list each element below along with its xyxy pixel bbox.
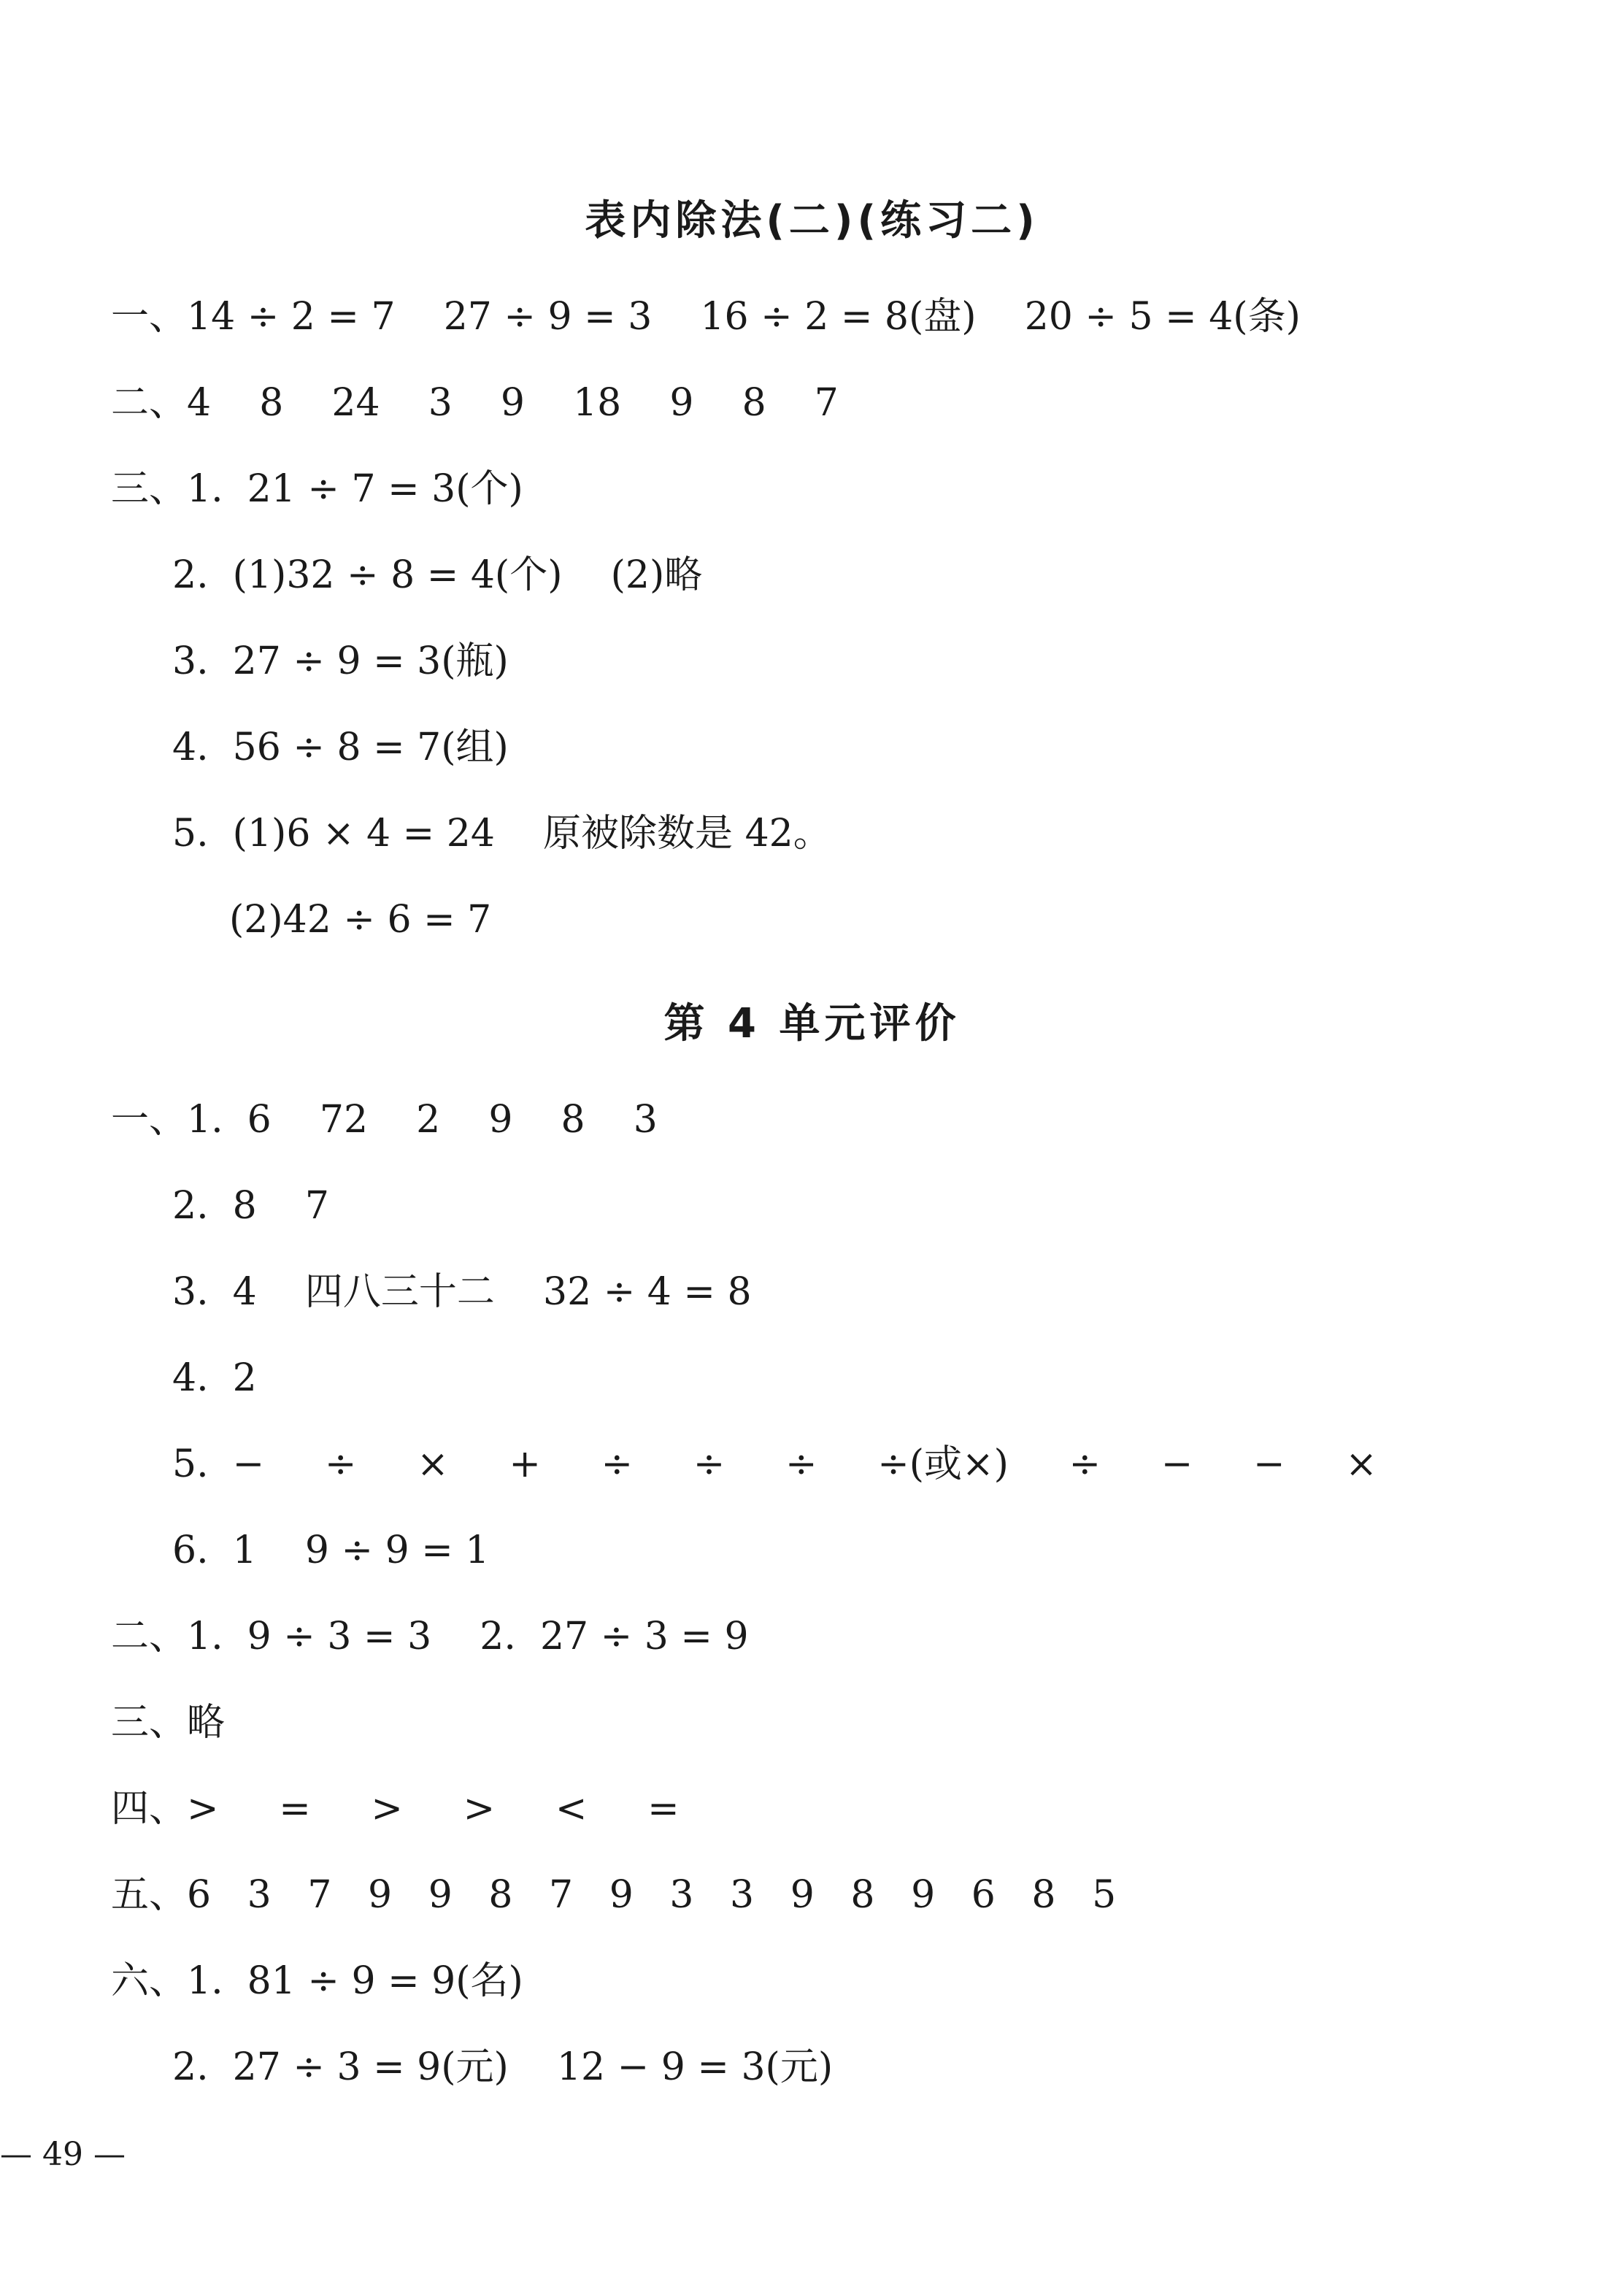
answer-line: 二、1. 9 ÷ 3 = 3 2. 27 ÷ 3 = 9 [111,1615,749,1658]
answer-line: 六、1. 81 ÷ 9 = 9(名) [111,1959,523,2003]
answer-line: 3. 4 四八三十二 32 ÷ 4 = 8 [172,1270,752,1314]
answer-line: (2)42 ÷ 6 = 7 [229,898,492,942]
answer-line: 4. 56 ÷ 8 = 7(组) [172,726,509,769]
answer-line: 5. (1)6 × 4 = 24 原被除数是 42。 [172,812,831,856]
section-title-unit-review: 第 4 单元评价 [663,1000,961,1047]
answer-line: 五、6 3 7 9 9 8 7 9 3 3 9 8 9 6 8 5 [111,1873,1117,1917]
answer-line: 5. − ÷ × + ÷ ÷ ÷ ÷(或×) ÷ − − × [172,1442,1377,1486]
answer-line: 一、14 ÷ 2 = 7 27 ÷ 9 = 3 16 ÷ 2 = 8(盘) 20 ÷ 5 = 4(条) [111,295,1301,339]
answer-line: 4. 2 [172,1356,257,1400]
answer-line: 三、略 [111,1701,226,1745]
answer-line: 四、> = > > < = [111,1787,680,1831]
answer-line: 2. (1)32 ÷ 8 = 4(个) (2)略 [172,553,703,597]
answer-line: 2. 8 7 [172,1184,329,1228]
section-title-practice: 表内除法(二)(练习二) [585,197,1039,245]
page-number: — 49 — [0,2136,126,2173]
answer-line: 2. 27 ÷ 3 = 9(元) 12 − 9 = 3(元) [172,2045,834,2089]
answer-line: 6. 1 9 ÷ 9 = 1 [172,1529,490,1572]
answer-line: 三、1. 21 ÷ 7 = 3(个) [111,467,523,511]
answer-line: 二、4 8 24 3 9 18 9 8 7 [111,381,839,425]
answer-line: 一、1. 6 72 2 9 8 3 [111,1098,658,1142]
answer-line: 3. 27 ÷ 9 = 3(瓶) [172,639,509,683]
